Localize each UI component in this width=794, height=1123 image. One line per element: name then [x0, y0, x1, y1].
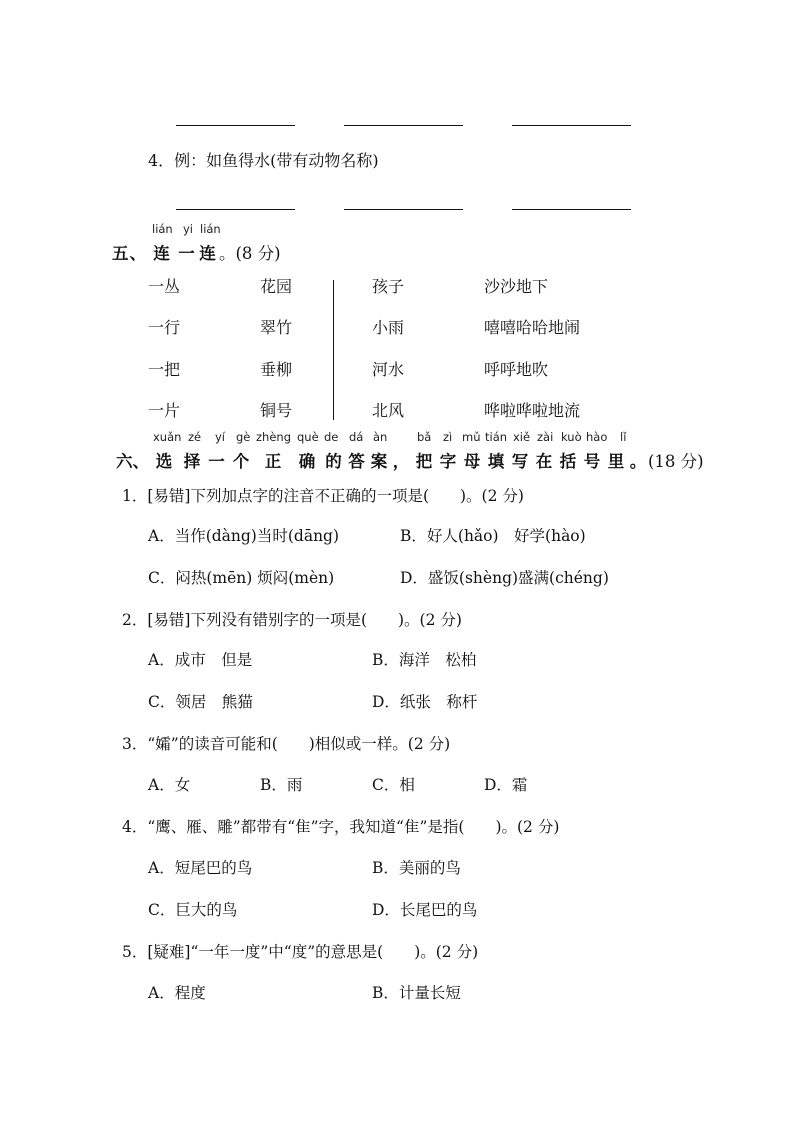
match-item[interactable]: 一把 — [148, 360, 181, 379]
section-number: 五、 — [112, 244, 147, 263]
pinyin: yí — [215, 430, 226, 444]
heading-char: 正 — [264, 452, 282, 471]
option-b[interactable]: B．计量长短 — [372, 984, 461, 1002]
heading-char: 一 — [178, 244, 196, 263]
pinyin: hào — [586, 430, 608, 444]
option-a[interactable]: A．成市 但是 — [148, 651, 253, 669]
pinyin: de — [324, 430, 339, 444]
option-b[interactable]: B．美丽的鸟 — [372, 859, 461, 877]
match-item[interactable]: 花园 — [260, 277, 293, 296]
pinyin: xiě — [513, 430, 531, 444]
heading-char: 号 — [583, 452, 601, 471]
match-item[interactable]: 一片 — [148, 401, 181, 420]
section-6-heading — [116, 448, 704, 472]
heading-char: 括 — [559, 452, 577, 471]
match-item[interactable]: 小雨 — [372, 318, 405, 337]
section-5-heading — [112, 240, 281, 264]
option-c[interactable]: C．相 — [372, 776, 415, 794]
match-item[interactable]: 沙沙地下 — [484, 277, 549, 296]
section-number: 六、 — [116, 452, 149, 471]
pinyin: xuǎn — [153, 430, 182, 444]
heading-char: 填 — [487, 452, 505, 471]
question-stem: 3．“孀”的读音可能和( )相似或一样。(2 分) — [122, 735, 451, 753]
pinyin: zhèng — [256, 430, 291, 444]
option-d[interactable]: D．霜 — [484, 776, 528, 794]
option-d[interactable]: D．盛饭(shèng)盛满(chéng) — [400, 569, 609, 587]
answer-blank-line[interactable] — [512, 209, 631, 210]
match-item[interactable]: 北风 — [372, 401, 405, 420]
question-stem: 2．[易错]下列没有错别字的一项是( )。(2 分) — [122, 611, 462, 629]
answer-blank-line[interactable] — [344, 209, 463, 210]
answer-blank-line[interactable] — [512, 125, 631, 126]
option-b[interactable]: B．海洋 松柏 — [372, 651, 477, 669]
heading-char: 择 — [183, 452, 201, 471]
pinyin: zì — [443, 430, 453, 444]
option-b[interactable]: B．雨 — [260, 776, 303, 794]
answer-blank-line[interactable] — [176, 125, 295, 126]
question-stem: 1．[易错]下列加点字的注音不正确的一项是( )。(2 分) — [122, 487, 524, 505]
pinyin: bǎ — [417, 430, 432, 444]
heading-char: 答 — [348, 452, 365, 471]
pinyin: mǔ — [462, 430, 481, 444]
pinyin: kuò — [561, 430, 582, 444]
match-item[interactable]: 嘻嘻哈哈地闹 — [484, 318, 581, 337]
heading-char: 一 — [208, 452, 225, 471]
match-item[interactable]: 哗啦哗啦地流 — [484, 401, 581, 420]
option-c[interactable]: C．巨大的鸟 — [148, 901, 238, 919]
pinyin: gè — [236, 430, 251, 444]
heading-char: 确 — [298, 452, 316, 471]
match-item[interactable]: 一行 — [148, 318, 181, 337]
match-item[interactable]: 河水 — [372, 360, 405, 379]
option-b[interactable]: B．好人(hǎo) 好学(hào) — [400, 527, 586, 545]
heading-char: 把 — [415, 452, 433, 471]
answer-blank-line[interactable] — [344, 125, 463, 126]
pinyin: què — [297, 430, 319, 444]
question-4-example: 4．例：如鱼得水(带有动物名称) — [148, 151, 379, 170]
heading-char: 连 — [153, 244, 171, 263]
heading-char: 案 — [370, 452, 388, 471]
match-item[interactable]: 翠竹 — [260, 318, 293, 337]
option-d[interactable]: D．纸张 称杆 — [372, 693, 478, 711]
pinyin: yi — [183, 222, 194, 236]
pinyin: tián — [485, 430, 508, 444]
pinyin: dá — [349, 430, 364, 444]
heading-char: 的 — [325, 452, 342, 471]
heading-char: 母 — [463, 452, 481, 471]
option-a[interactable]: A．程度 — [148, 984, 206, 1002]
heading-char: 写 — [511, 452, 529, 471]
option-a[interactable]: A．女 — [148, 776, 191, 794]
match-item[interactable]: 铜号 — [260, 401, 293, 420]
pinyin: zài — [537, 430, 554, 444]
section-score: (18 分) — [648, 452, 704, 471]
option-d[interactable]: D．长尾巴的鸟 — [372, 901, 478, 919]
option-a[interactable]: A．短尾巴的鸟 — [148, 859, 253, 877]
heading-char: 字 — [439, 452, 457, 471]
option-c[interactable]: C．闷热(mēn) 烦闷(mèn) — [148, 569, 335, 587]
heading-char: 里 — [607, 452, 625, 471]
option-c[interactable]: C．领居 熊猫 — [148, 693, 253, 711]
heading-char: 在 — [535, 452, 553, 471]
divider — [333, 280, 334, 420]
question-stem: 5．[疑难]“一年一度”中“度”的意思是( )。(2 分) — [122, 943, 479, 961]
heading-char: 个 — [232, 452, 250, 471]
pinyin: lián — [200, 222, 221, 236]
section-score: 。(8 分) — [219, 244, 281, 263]
match-item[interactable]: 孩子 — [372, 277, 405, 296]
pinyin: lián — [152, 222, 173, 236]
match-item[interactable]: 呼呼地吹 — [484, 360, 549, 379]
pinyin: lǐ — [620, 430, 627, 444]
heading-char: ， — [392, 452, 410, 471]
match-item[interactable]: 一丛 — [148, 277, 181, 296]
option-a[interactable]: A．当作(dàng)当时(dāng) — [148, 527, 340, 545]
answer-blank-line[interactable] — [176, 209, 295, 210]
heading-char: 选 — [155, 452, 173, 471]
pinyin: àn — [373, 430, 388, 444]
heading-char: 。 — [629, 452, 647, 471]
match-item[interactable]: 垂柳 — [260, 360, 293, 379]
pinyin: zé — [188, 430, 202, 444]
question-stem: 4．“鹰、雁、雕”都带有“隹”字，我知道“隹”是指( )。(2 分) — [122, 818, 560, 836]
heading-char: 连 — [199, 244, 217, 263]
